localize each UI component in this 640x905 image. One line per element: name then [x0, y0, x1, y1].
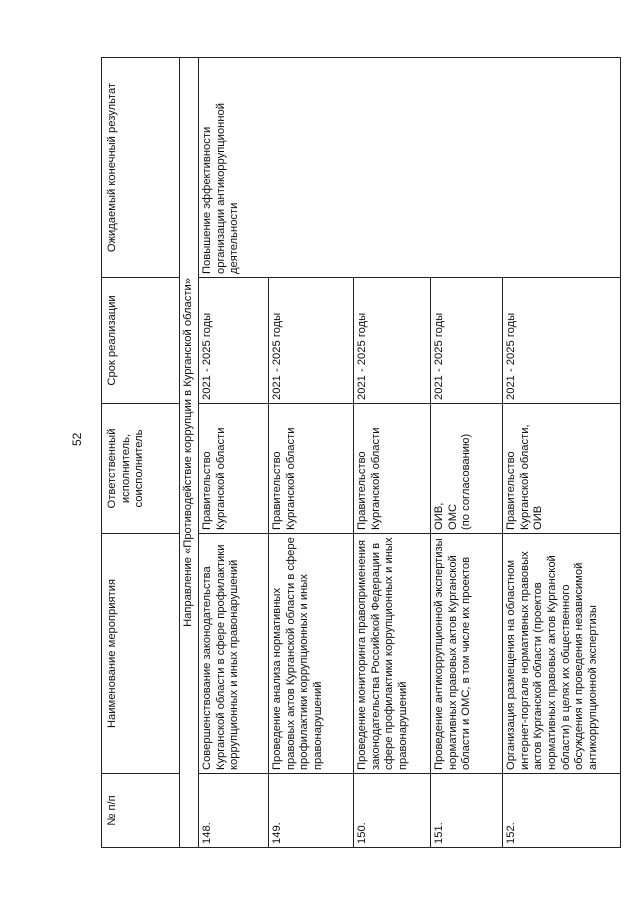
row-num: 149.: [269, 774, 354, 848]
row-result: Повышение эффективности организации антикоррупционной деятельности: [199, 58, 621, 278]
row-responsible: Правительство Курганской области: [354, 404, 431, 534]
direction-title: Направление «Противодействие коррупции в Курганской области»: [180, 58, 199, 848]
row-responsible: Правительство Курганской области: [269, 404, 354, 534]
measures-table: [101, 57, 621, 848]
row-responsible: ОИВ, ОМС (по согласованию): [431, 404, 503, 534]
row-term: 2021 - 2025 годы: [199, 278, 269, 404]
row-name: Проведение мониторинга правоприменения законодательства Российской Федерации в сфере профилактики коррупционных и иных правонарушений: [354, 534, 431, 774]
row-num: 148.: [199, 774, 269, 848]
row-num: 152.: [503, 774, 621, 848]
row-name: Совершенствование законодательства Курганской области в сфере профилактики коррупционных и иных правонарушений: [199, 534, 269, 774]
header-responsible: Ответственный исполнитель, соисполнитель: [102, 404, 180, 534]
page-number: 52: [70, 432, 84, 446]
row-term: 2021 - 2025 годы: [269, 278, 354, 404]
table-row: [199, 58, 269, 848]
table-header-row: [102, 58, 180, 848]
row-term: 2021 - 2025 годы: [354, 278, 431, 404]
header-num: № п/п: [102, 774, 180, 848]
header-name: Наименование мероприятия: [102, 534, 180, 774]
row-num: 150.: [354, 774, 431, 848]
row-name: Организация размещения на областном интернет-портале нормативных правовых актов Курганской области (проектов нормативных правовых актов Курганской области) в целях их общественного обсуждения и проведения независимой антикоррупционной экспертизы: [503, 534, 621, 774]
row-term: 2021 - 2025 годы: [503, 278, 621, 404]
direction-row: [180, 58, 199, 848]
header-result: Ожидаемый конечный результат: [102, 58, 180, 278]
rotated-table-wrapper: [101, 58, 615, 848]
row-num: 151.: [431, 774, 503, 848]
header-term: Срок реализации: [102, 278, 180, 404]
row-name: Проведение анализа нормативных правовых актов Курганской области в сфере профилактики коррупционных и иных правонарушений: [269, 534, 354, 774]
row-responsible: Правительство Курганской области, ОИВ: [503, 404, 621, 534]
row-term: 2021 - 2025 годы: [431, 278, 503, 404]
row-responsible: Правительство Курганской области: [199, 404, 269, 534]
row-name: Проведение антикоррупционной экспертизы нормативных правовых актов Курганской области и ОМС, в том числе их проектов: [431, 534, 503, 774]
